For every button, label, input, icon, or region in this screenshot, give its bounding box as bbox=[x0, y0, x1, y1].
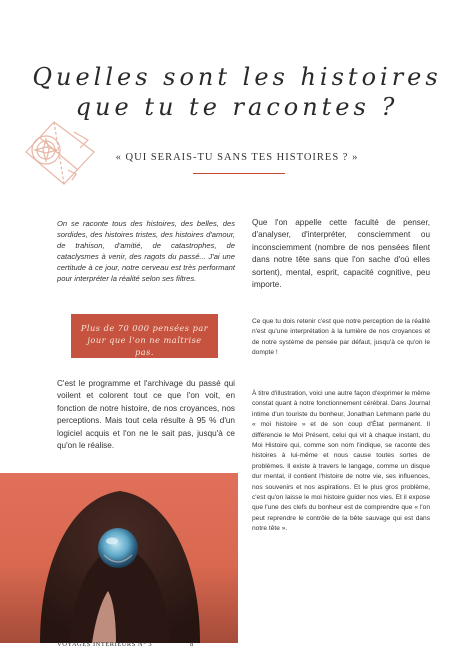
left-paragraph: C'est le programme et l'archivage du passé qui voilent et colorent tout ce que l'on voit, en fonction de notre histoire, de nos croyances, nos perceptions. Mais tout cela résulte à 95 % d'un logiciel acquis et l'on ne le sait pas, jusqu'à ce qu'on le réalise. bbox=[57, 379, 235, 451]
crystal-ball-photo bbox=[0, 473, 238, 643]
right-paragraph-1: Que l'on appelle cette faculté de penser, d'analyser, d'interpréter, consciemment ou inconsciemment (nombre de nos pensées filent dans notre tête sans que l'on sache d'où elles sortent), mental, esprit, capacité cognitive, peu importe. bbox=[252, 218, 430, 290]
footer-magazine: VOYAGES INTERIEURS N° 3 bbox=[57, 641, 153, 648]
pull-quote: Plus de 70 000 pensées par jour que l'on ne maîtrise pas. bbox=[71, 314, 218, 358]
intro-paragraph: On se raconte tous des histoires, des belles, des sordides, des histoires tristes, des histoires d'amour, de trahison, d'amitié, de catastrophes, de cataclysmes à venir, des ragots du passé... J'ai une certitude à ce jour, notre cerveau est très performant pour interpréter la réalité selon ses filtres. bbox=[57, 219, 235, 283]
right-paragraph-3: À titre d'illustration, voici une autre façon d'exprimer le même constat quant à notre fonctionnement cérébral. Dans Journal intime d'un touriste du bonheur, Jonathan Lehmann parle du « moi histoire » et de son coup d'État permanent. Il différencie le Moi Présent, celui qui vit à chaque instant, du Moi Histoire qui, comme son nom l'indique, se raconte des histoires à lui-même et nous cause toutes sortes de problèmes. Il existe à travers le langage, comme un disque dur mental, il contient l'histoire de notre vie, ses influences, nos souvenirs et nos aspirations. Et le plus gros problème, c'est qu'on laisse le moi histoire guider nos vies. Et il expose que l'une des clefs du bonheur est de comprendre que « l'on peut reprendre le contrôle de la bête sauvage qui est dans notre tête ». bbox=[252, 390, 430, 533]
subtitle: « QUI SERAIS-TU SANS TES HISTOIRES ? » bbox=[115, 152, 359, 163]
page-title-line-1: Quelles sont les histoires bbox=[32, 63, 442, 91]
page-title bbox=[0, 62, 474, 122]
photo-illustration bbox=[0, 473, 238, 643]
page-title-line-2: que tu te racontes ? bbox=[75, 93, 399, 121]
subtitle-underline bbox=[193, 173, 285, 174]
footer-page-number: 8 bbox=[190, 641, 194, 648]
right-paragraph-2: Ce que tu dois retenir c'est que notre perception de la réalité n'est qu'une interprétation à la lumière de nos croyances et de notre système de pensée par défaut, jusqu'à ce qu'on le dompte ! bbox=[252, 318, 430, 357]
